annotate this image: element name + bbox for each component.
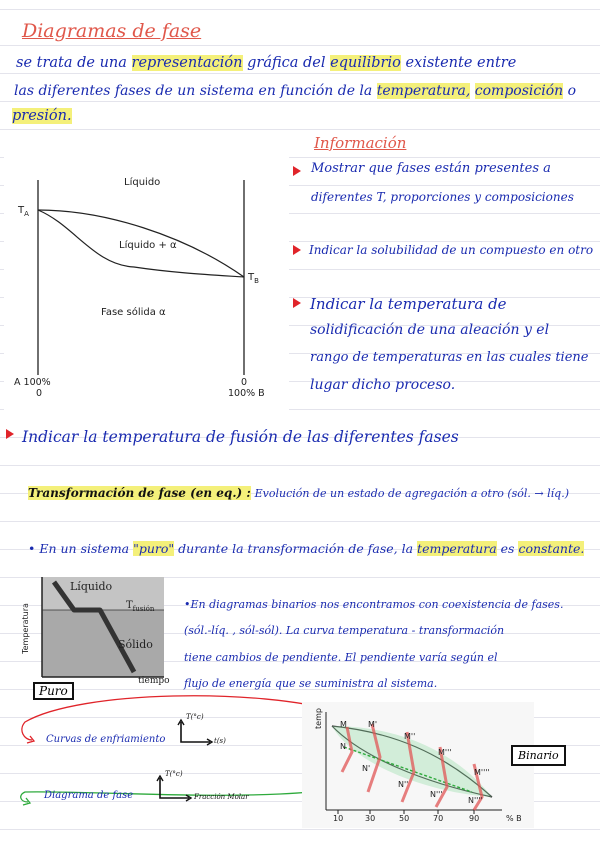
- point-label: M': [368, 720, 378, 729]
- axis-right-label-2: 100% B: [228, 388, 265, 399]
- tfusion-letter: T: [126, 600, 133, 611]
- ta-sub: A: [24, 210, 29, 218]
- transformation-heading: Transformación de fase (en eq.) :: [28, 486, 251, 500]
- highlight-temperatura: temperatura,: [376, 83, 471, 99]
- highlight-equilibrio: equilibrio: [330, 55, 401, 71]
- label-solid-alpha: Fase sólida α: [101, 307, 166, 318]
- binario-label-box: Binario: [511, 745, 566, 766]
- x-unit-label: % B: [506, 814, 522, 823]
- highlight-puro: "puro": [133, 541, 175, 556]
- intro-text: se trata de una: [16, 55, 127, 71]
- point-label: N: [340, 742, 346, 751]
- cooling-axis-y: T(°c): [186, 713, 204, 721]
- bullet-icon: [293, 166, 301, 176]
- info-bullet-2-line-1: Indicar la solubilidad de un compuesto en otro: [309, 243, 594, 257]
- cooling-liquid-label: Líquido: [70, 580, 113, 593]
- point-label: M''': [438, 748, 452, 757]
- highlight-constante: constante.: [518, 541, 585, 556]
- intro-line-2: [14, 83, 576, 99]
- cooling-curves-label: Curvas de enfriamiento: [46, 734, 166, 745]
- highlight-composicion: composición: [474, 83, 564, 99]
- intro-text: existente entre: [405, 55, 517, 71]
- intro-text: o: [567, 83, 577, 99]
- phase-diagram-image: [4, 155, 289, 413]
- cooling-tfusion-label: [126, 600, 154, 613]
- x-tick-label: 10: [333, 814, 344, 823]
- pure-text: • En un sistema: [28, 541, 130, 556]
- intro-text: gráfica del: [247, 55, 326, 71]
- x-tick-label: 90: [469, 814, 480, 823]
- cooling-curve-image: [22, 572, 172, 687]
- label-liquid-alpha: Líquido + α: [119, 240, 177, 251]
- point-label: M'''': [474, 768, 490, 777]
- cooling-axis-x: t(s): [214, 737, 226, 745]
- phase-axis-y: T(°c): [165, 770, 183, 778]
- point-label: N': [362, 764, 371, 773]
- binary-ylabel: temp: [313, 708, 323, 729]
- axis-left-label: A 100%: [14, 377, 51, 388]
- axis-left-label-2: 0: [36, 388, 43, 399]
- cooling-solid-label: Sólido: [118, 638, 153, 651]
- info-full-bullet: Indicar la temperatura de fusión de las diferentes fases: [22, 428, 459, 446]
- point-label: N''': [430, 790, 443, 799]
- phase-diagram-svg: [4, 155, 289, 413]
- page-title: Diagramas de fase: [22, 20, 202, 42]
- x-tick-label: 70: [433, 814, 444, 823]
- transformation-definition: Evolución de un estado de agregación a otro (sól. → líq.): [254, 487, 569, 500]
- point-label: N'': [398, 780, 409, 789]
- label-ta: [18, 205, 29, 218]
- bullet-icon: [293, 298, 301, 308]
- info-bullet-3-line-1: Indicar la temperatura de: [310, 295, 507, 313]
- info-bullet-3-line-2: solidificación de una aleación y el: [310, 322, 550, 338]
- info-bullet-1-line-2: diferentes T, proporciones y composiciones: [311, 190, 574, 204]
- point-label: N'''': [468, 796, 483, 805]
- bullet-icon: [6, 429, 14, 439]
- tfusion-sub: fusión: [132, 605, 155, 613]
- axis-right-label: 0: [241, 377, 248, 388]
- tb-letter: T: [248, 272, 255, 283]
- transformation-line: [28, 486, 569, 500]
- info-bullet-3-line-4: lugar dicho proceso.: [310, 377, 456, 393]
- binary-diagram-svg: [302, 702, 534, 828]
- pure-system-line: [28, 541, 584, 556]
- point-label: M'': [404, 732, 416, 741]
- binary-line-2: (sól.-líq. , sól-sól). La curva temperatura - transformación: [184, 624, 505, 637]
- binary-diagram-image: [302, 702, 534, 828]
- highlight-presion: presión.: [12, 108, 72, 124]
- point-label: M: [340, 720, 347, 729]
- cooling-xlabel: tiempo: [138, 676, 170, 686]
- tb-sub: B: [254, 277, 259, 285]
- binary-line-4: flujo de energía que se suministra al sistema.: [184, 677, 438, 690]
- puro-label-box: Puro: [33, 682, 74, 700]
- intro-line-3: [12, 108, 72, 124]
- intro-line-1: [16, 55, 516, 71]
- pure-text: es: [500, 541, 515, 556]
- info-bullet-1-line-1: Mostrar que fases están presentes a: [311, 161, 551, 176]
- intro-text: las diferentes fases de un sistema en función de la: [14, 83, 373, 99]
- x-tick-label: 30: [365, 814, 376, 823]
- info-heading: Información: [314, 134, 407, 152]
- label-tb: [248, 272, 259, 285]
- cooling-ylabel: Temperatura: [20, 603, 30, 654]
- highlight-representacion: representación: [131, 55, 243, 71]
- pure-text: durante la transformación de fase, la: [178, 541, 414, 556]
- highlight-temperatura-2: temperatura: [417, 541, 497, 556]
- info-bullet-3-line-3: rango de temperaturas en las cuales tiene: [310, 350, 589, 365]
- x-tick-label: 50: [399, 814, 410, 823]
- bullet-icon: [293, 245, 301, 255]
- binary-line-1: •En diagramas binarios nos encontramos con coexistencia de fases.: [184, 598, 564, 611]
- binary-line-3: tiene cambios de pendiente. El pendiente varía según el: [184, 651, 498, 664]
- phase-diagram-label: Diagrama de fase: [44, 790, 134, 801]
- ta-letter: T: [18, 205, 25, 216]
- label-liquid: Líquido: [124, 177, 161, 188]
- phase-axis-x: Fracción Molar: [194, 793, 249, 801]
